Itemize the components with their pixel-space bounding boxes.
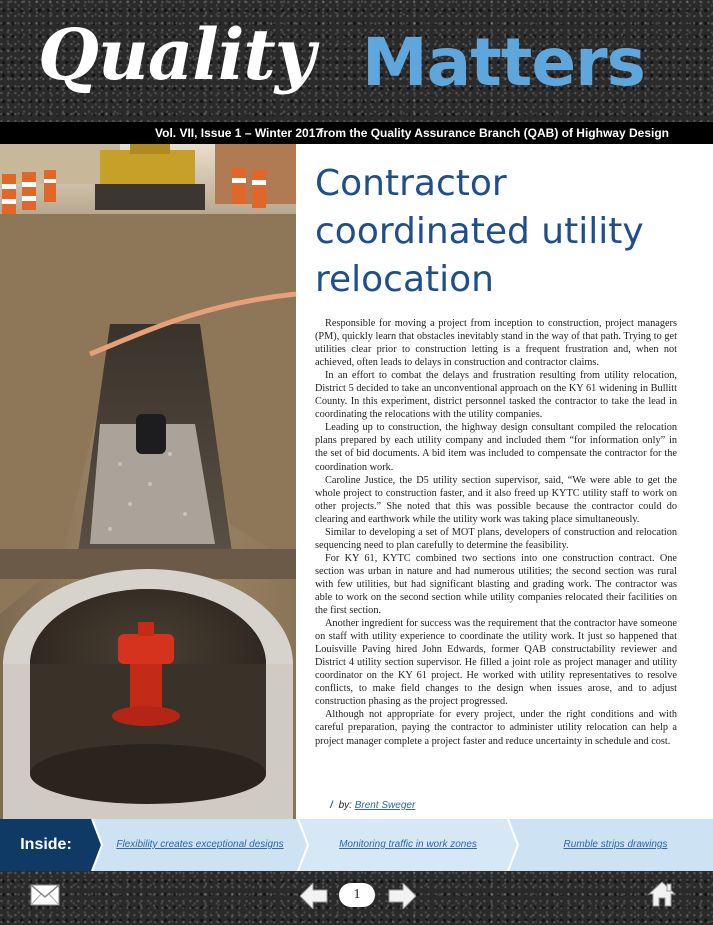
author-link[interactable]: Brent Sweger — [354, 800, 416, 811]
branch-info: from the Quality Assurance Branch (QAB) of Highway Design — [319, 126, 669, 140]
inside-label: Inside: — [20, 836, 72, 853]
article-paragraph: In an effort to combat the delays and frustration resulting from utility relocation, District 5 decided to take an unconventional approach on the KY 61 widening in Bullitt County. In this experiment, district personnel tasked the contractor to take the lead in coordinating the relocations with the utility companies. — [315, 370, 677, 421]
footer-nav — [0, 871, 713, 925]
byline-prefix: by: — [338, 800, 352, 811]
inside-bar — [0, 819, 713, 871]
page-number-indicator[interactable]: 1 — [339, 883, 375, 907]
article-photo — [0, 144, 296, 819]
byline-slash-icon: / — [330, 800, 333, 811]
home-icon[interactable] — [648, 881, 676, 912]
inside-link-rumble-strips[interactable]: Rumble strips drawings — [563, 839, 668, 850]
issue-info: Vol. VII, Issue 1 – Winter 2017 — [155, 126, 323, 140]
trench-photo-illustration — [0, 144, 296, 819]
arrow-right-icon[interactable] — [388, 883, 416, 914]
inside-link-traffic[interactable]: Monitoring traffic in work zones — [339, 839, 477, 850]
masthead-title-quality: Quality — [38, 13, 315, 96]
arrow-left-icon[interactable] — [300, 883, 328, 914]
issue-bar — [0, 122, 713, 144]
article-headline: Contractor coordinated utility relocation — [315, 163, 644, 300]
byline — [330, 800, 415, 811]
article-paragraph: Another ingredient for success was the requirement that the contractor have someone on staff with utility experience to coordinate the utility work. It just so happened that Louisville Paving hired John Edwards, former QAB constructability reviewer and District 4 utility section supervisor. He filled a joint role as project manager and utility coordinator on the KY 61 project. He worked with utility representatives to resolve conflicts, to make field changes to the design when issues arose, and to adjust construction phasing as the project progressed. — [315, 618, 677, 708]
masthead — [0, 0, 713, 122]
inside-link-flexibility[interactable]: Flexibility creates exceptional designs — [116, 839, 284, 850]
article-body — [315, 317, 677, 748]
article-paragraph: Responsible for moving a project from inception to construction, project managers (PM), quickly learn that obstacles inevitably stand in the way of that path. Trying to get utilities clear prior to construction letting is a frequent frustration and, when not achieved, often leads to delays in construction and contractor claims. — [315, 318, 677, 369]
article-paragraph: Leading up to construction, the highway design consultant compiled the relocation plans prepared by each utility company and included them “for information only” in the set of bid documents. A bid item was included to compensate the contractor for the coordination work. — [315, 422, 677, 473]
article-paragraph: Caroline Justice, the D5 utility section supervisor, said, “We were able to get the whole project to construction faster, and it also freed up KYTC utility staff to work on other projects.” She noted that this was possible because the contractor could do clearing and earthwork while the utility work was taking place simultaneously. — [315, 474, 677, 525]
masthead-title-matters: Matters — [362, 24, 645, 101]
article-paragraph: Although not appropriate for every project, under the right conditions and with careful preparation, paying the contractor to administer utility relocation can help a project manager complete a project faster and reduce uncertainty in schedule and cost. — [315, 709, 677, 747]
article-paragraph: Similar to developing a set of MOT plans, developers of construction and relocation sequencing need to plan carefully to determine the feasibility. — [315, 526, 677, 551]
article-paragraph: For KY 61, KYTC combined two sections into one construction contract. One section was urban in nature and had numerous utilities; the second section was rural with few utilities, but had significant blasting and grading work. The contractor was able to work on the second section while utility companies relocated their facilities on the first section. — [315, 552, 677, 617]
envelope-icon[interactable] — [30, 884, 60, 911]
